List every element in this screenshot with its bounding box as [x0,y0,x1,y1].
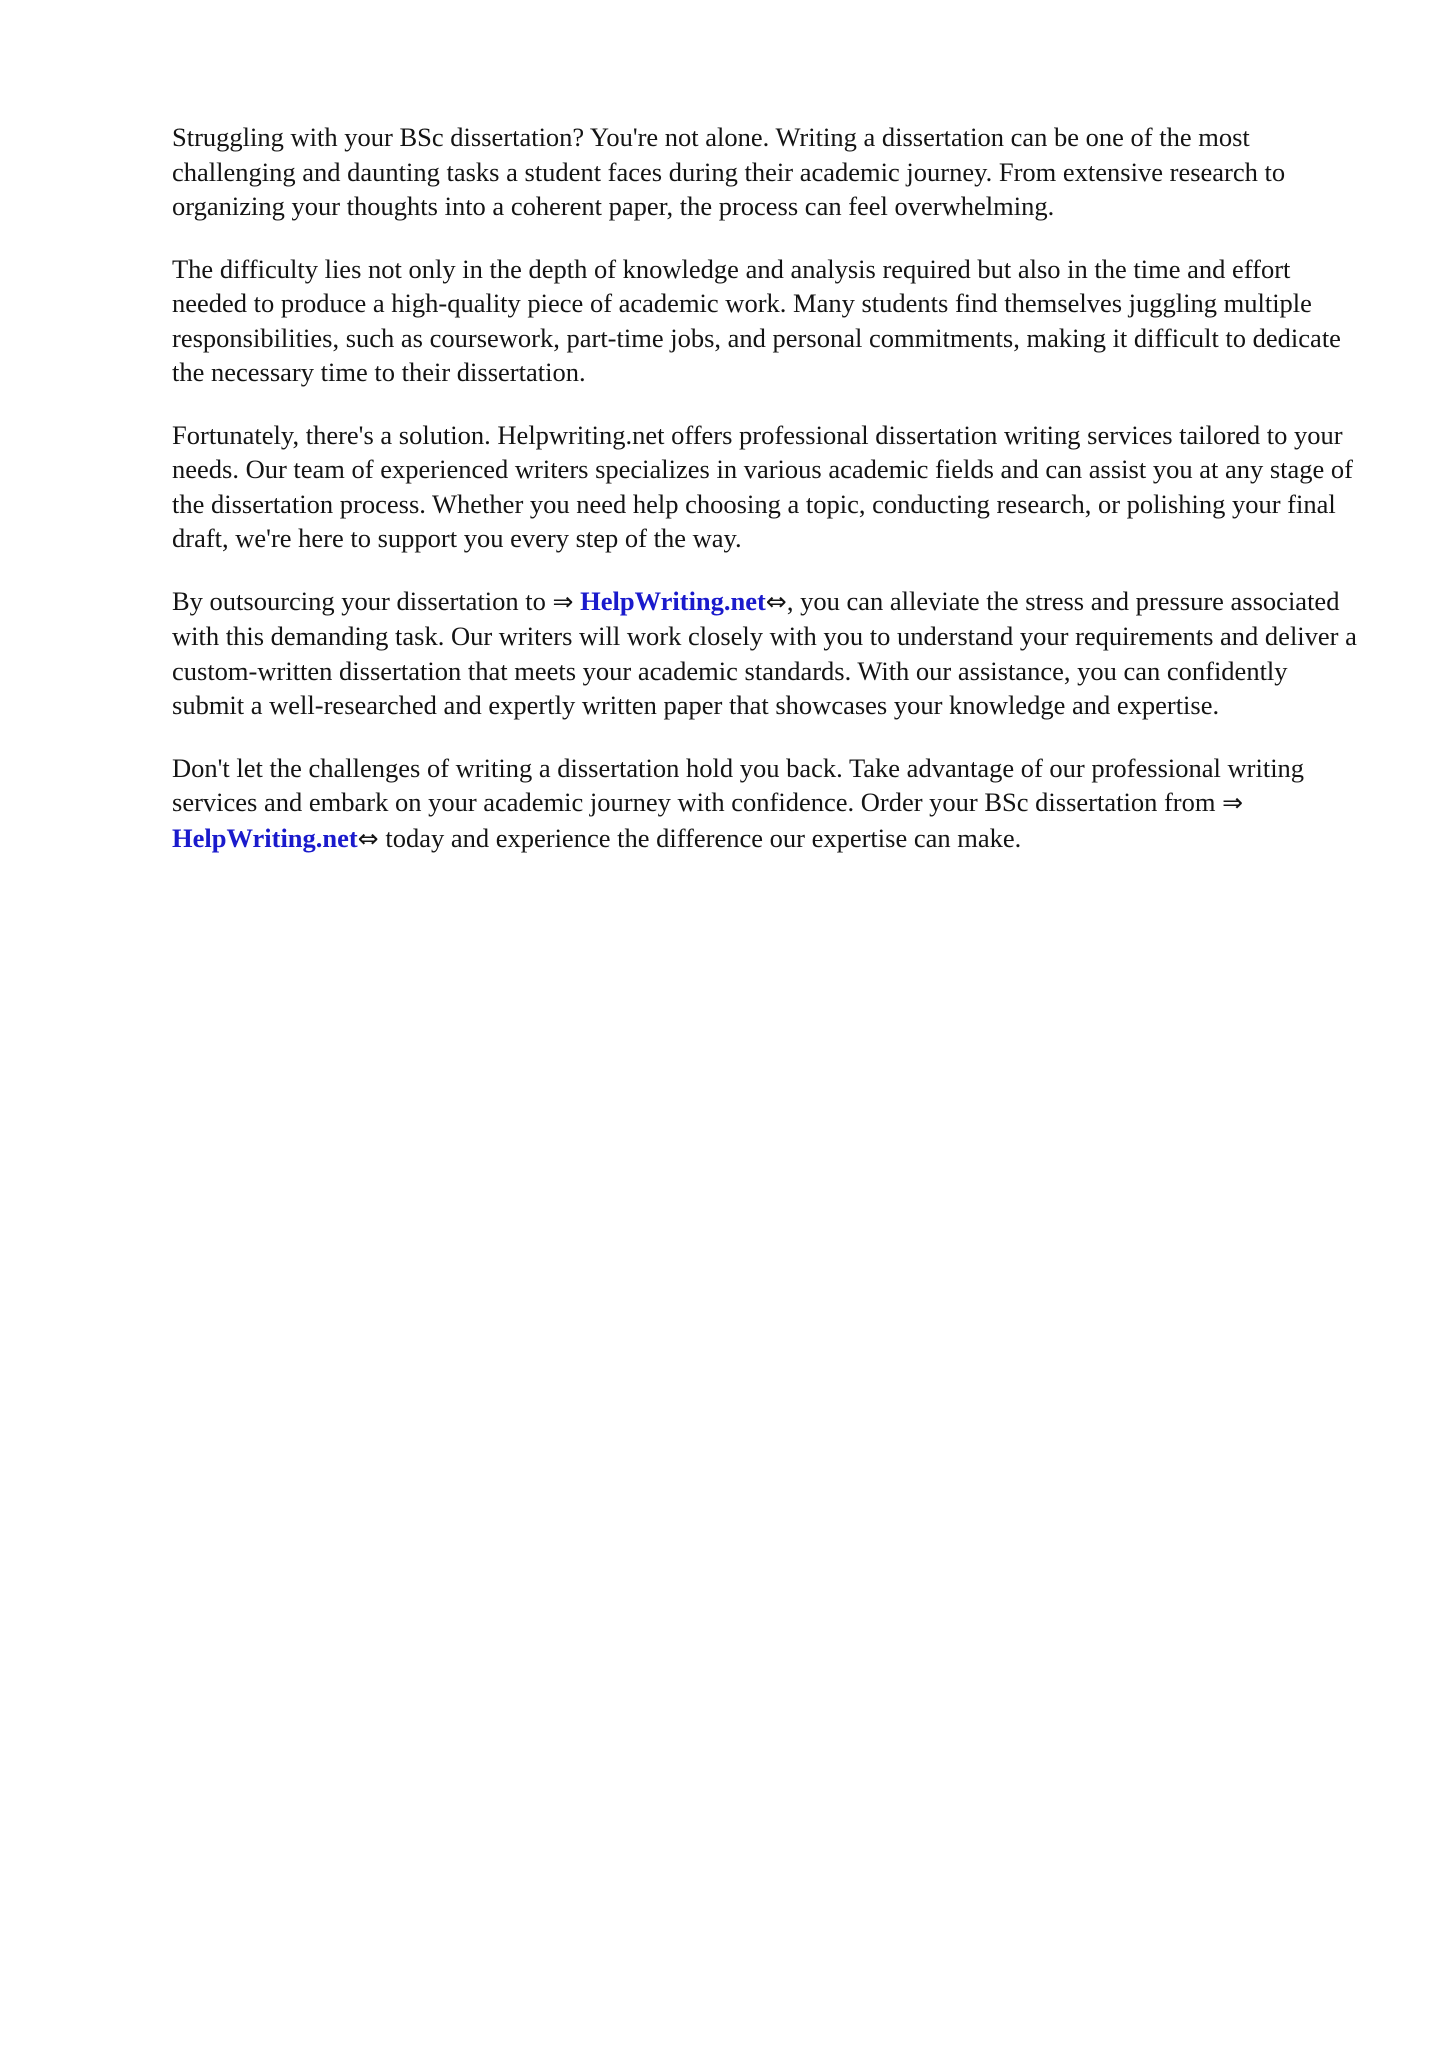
paragraph-closing [172,751,1362,857]
left-right-double-arrow-icon: ⇔ [765,586,787,616]
paragraph-outsourcing [172,584,1362,723]
paragraph-closing-lead: Don't let the challenges of writing a dissertation hold you back. Take advantage of our professional writing services and embark on your academic journey with confidence. Order your BSc dissertation from [172,752,1305,817]
paragraph-closing-rest: today and experience the difference our expertise can make. [378,822,1022,853]
paragraph-difficulty: The difficulty lies not only in the depth of knowledge and analysis required but also in the time and effort needed to produce a high-quality piece of academic work. Many students find themselves juggling multiple responsibilities, such as coursework, part-time jobs, and personal commitments, making it difficult to dedicate the necessary time to their dissertation. [172,253,1341,387]
paragraph-outsourcing-lead: By outsourcing your dissertation to [172,585,553,616]
right-double-arrow-icon: ⇒ [552,586,574,616]
paragraph-intro: Struggling with your BSc dissertation? You're not alone. Writing a dissertation can be one of the most challenging and daunting tasks a student faces during their academic journey. From extensive research to organizing your thoughts into a coherent paper, the process can feel overwhelming. [172,122,1286,221]
left-right-double-arrow-icon: ⇔ [357,823,379,853]
paragraph-outsourcing-rest: , you can alleviate the stress and pressure associated with this demanding task. Our writers will work closely with you to understand your requirements and deliver a custom-written dissertation that meets your academic standards. With our assistance, you can confidently submit a well-researched and expertly written paper that showcases your knowledge and expertise. [172,585,1357,720]
paragraph-solution: Fortunately, there's a solution. Helpwriting.net offers professional dissertation writing services tailored to your needs. Our team of experienced writers specializes in various academic fields and can assist you at any stage of the dissertation process. Whether you need help choosing a topic, conducting research, or polishing your final draft, we're here to support you every step of the way. [172,419,1354,553]
right-double-arrow-icon: ⇒ [1222,788,1244,817]
helpwriting-link[interactable]: HelpWriting.net [172,822,358,853]
document-body [172,120,1362,884]
helpwriting-link[interactable]: HelpWriting.net [580,585,766,616]
